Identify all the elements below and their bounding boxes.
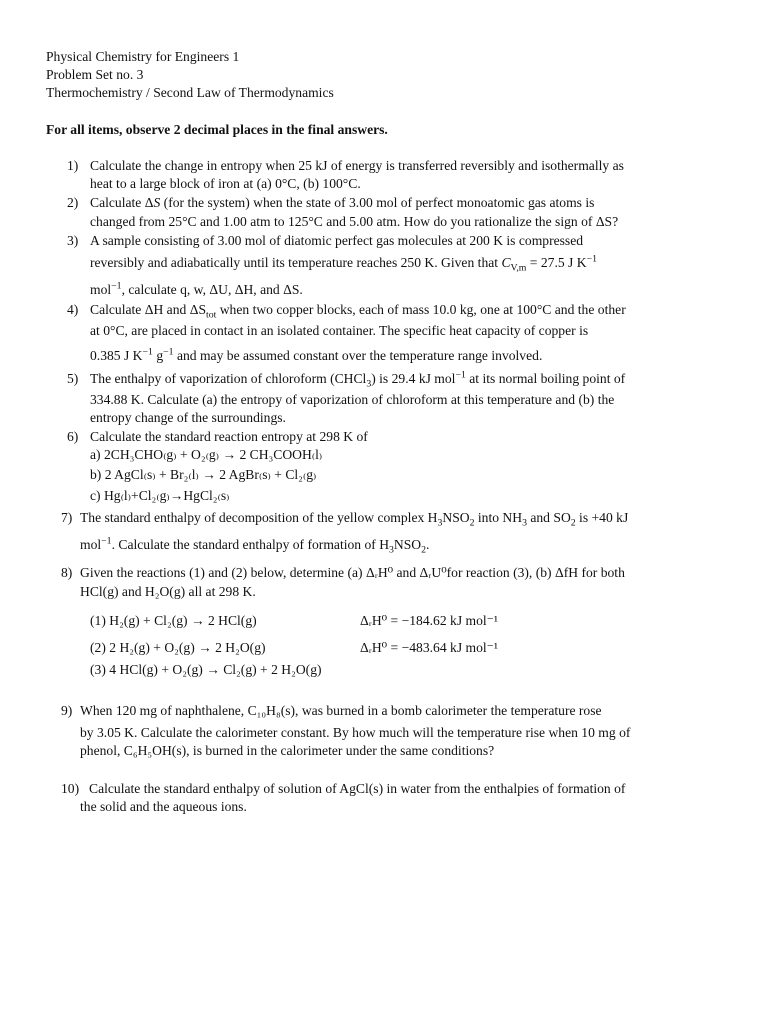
item-5-line-3: entropy change of the surroundings.	[90, 410, 286, 425]
item-6c: c) Hg₍l₎+Cl₂₍g₎→HgCl₂₍s₎	[90, 488, 230, 503]
text: .	[426, 537, 430, 552]
variable: S	[153, 195, 161, 210]
item-4-number: 4)	[67, 302, 79, 317]
subscript: 3	[522, 517, 527, 529]
text: into NH	[474, 510, 523, 525]
superscript: −1	[101, 535, 112, 547]
variable: C	[501, 255, 511, 270]
course-title: Physical Chemistry for Engineers 1	[46, 49, 240, 64]
item-4-line-2: at 0°C, are placed in contact in an isolated container. The specific heat capacity of copper is	[90, 323, 589, 338]
text: and may be assumed constant over the temperature range involved.	[173, 348, 543, 363]
item-10-line-1: Calculate the standard enthalpy of solution of AgCl(s) in water from the enthalpies of formation of	[89, 781, 626, 796]
item-2-line-2: changed from 25°C and 1.00 atm to 125°C and 5.00 atm. How do you rationalize the sign of ΔS?	[90, 214, 619, 229]
subscript: tot	[206, 309, 217, 321]
item-4-line-3	[90, 347, 542, 365]
item-10-line-2: the solid and the aqueous ions.	[80, 799, 247, 814]
subscript: V,	[510, 262, 519, 274]
problem-set-number: Problem Set no. 3	[46, 67, 144, 82]
text: and SO	[526, 510, 571, 525]
subscript: 2	[570, 517, 576, 529]
item-6-number: 6)	[67, 429, 79, 444]
text: = 27.5 J K	[526, 255, 587, 270]
item-7-number: 7)	[61, 510, 73, 525]
item-4-line-1	[90, 301, 626, 319]
item-7-line-1	[80, 509, 628, 527]
item-10-number: 10)	[61, 781, 80, 796]
item-1-line-1: Calculate the change in entropy when 25 kJ of energy is transferred reversibly and isothermally as	[90, 158, 624, 173]
text: mol	[80, 537, 102, 552]
item-3-line-2	[90, 254, 597, 272]
item-3-number: 3)	[67, 233, 79, 248]
subscript: m	[518, 262, 527, 274]
reaction-1-enthalpy: ΔᵣH⁰ = −184.62 kJ mol⁻¹	[360, 613, 498, 628]
item-6a: a) 2CH₃CHO₍g₎ + O₂₍g₎ → 2 CH₃COOH₍l₎	[90, 447, 323, 462]
text: ) is 29.4 kJ mol	[371, 371, 456, 386]
item-3-line-3	[90, 281, 303, 299]
item-7-line-2	[80, 536, 429, 554]
item-5-line-1	[90, 370, 625, 388]
item-1-number: 1)	[67, 158, 79, 173]
text: 0.385 J K	[90, 348, 143, 363]
text: Calculate ΔH and ΔS	[90, 302, 207, 317]
reaction-1: (1) H₂(g) + Cl₂(g) → 2 HCl(g)	[90, 613, 257, 628]
item-9-number: 9)	[61, 703, 73, 718]
item-8-line-2: HCl(g) and H₂O(g) all at 298 K.	[80, 584, 256, 599]
item-6b: b) 2 AgCl₍s₎ + Br₂₍l₎ → 2 AgBr₍s₎ + Cl₂₍g₎	[90, 467, 317, 482]
topic-title: Thermochemistry / Second Law of Thermodynamics	[46, 85, 334, 100]
text: The enthalpy of vaporization of chloroform (CHCl	[90, 371, 367, 386]
instruction: For all items, observe 2 decimal places in the final answers.	[46, 122, 388, 137]
item-3-line-1: A sample consisting of 3.00 mol of diatomic perfect gas molecules at 200 K is compressed	[90, 233, 584, 248]
superscript: −1	[455, 369, 466, 381]
superscript: −1	[142, 346, 153, 358]
subscript: 2	[421, 544, 427, 556]
text: NSO	[442, 510, 470, 525]
text: at its normal boiling point of	[465, 371, 626, 386]
item-2-line-1	[90, 194, 594, 212]
reaction-3: (3) 4 HCl(g) + O₂(g) → Cl₂(g) + 2 H₂O(g)	[90, 662, 322, 677]
reaction-2-enthalpy: ΔᵣH⁰ = −483.64 kJ mol⁻¹	[360, 640, 498, 655]
item-8-line-1: Given the reactions (1) and (2) below, determine (a) ΔᵣH⁰ and ΔᵣU⁰for reaction (3), (b) ΔfH for both	[80, 565, 625, 580]
subscript: 3	[366, 378, 372, 390]
item-5-number: 5)	[67, 371, 79, 386]
item-9-line-2: by 3.05 K. Calculate the calorimeter constant. By how much will the temperature rise when 10 mg of	[80, 725, 631, 740]
item-8-number: 8)	[61, 565, 73, 580]
superscript: −1	[163, 346, 174, 358]
text: Calculate Δ	[90, 195, 154, 210]
superscript: −1	[586, 253, 597, 265]
subscript: 3	[389, 544, 394, 556]
item-5-line-2: 334.88 K. Calculate (a) the entropy of vaporization of chloroform at this temperature and (b) the	[90, 392, 615, 407]
item-1-line-2: heat to a large block of iron at (a) 0°C, (b) 100°C.	[90, 176, 361, 191]
superscript: −1	[111, 280, 122, 292]
item-9-line-3: phenol, C₆H₅OH(s), is burned in the calorimeter under the same conditions?	[80, 743, 495, 758]
reaction-2: (2) 2 H₂(g) + O₂(g) → 2 H₂O(g)	[90, 640, 266, 655]
text: g	[152, 348, 164, 363]
text: reversibly and adiabatically until its temperature reaches 250 K. Given that	[90, 255, 502, 270]
text: (for the system) when the state of 3.00 mol of perfect monoatomic gas atoms is	[160, 195, 595, 210]
item-2-number: 2)	[67, 195, 79, 210]
text: mol	[90, 282, 112, 297]
text: NSO	[393, 537, 422, 552]
subscript: 3	[437, 517, 443, 529]
text: , calculate q, w, ΔU, ΔH, and ΔS.	[121, 282, 303, 297]
item-6-line-1: Calculate the standard reaction entropy at 298 K of	[90, 429, 368, 444]
text: The standard enthalpy of decomposition of the yellow complex H	[80, 510, 438, 525]
text: is +40 kJ	[575, 510, 629, 525]
subscript: 2	[469, 517, 475, 529]
text: . Calculate the standard enthalpy of formation of H	[111, 537, 390, 552]
item-9-line-1: When 120 mg of naphthalene, C₁₀H₈(s), was burned in a bomb calorimeter the temperature rose	[80, 703, 602, 718]
text: when two copper blocks, each of mass 10.0 kg, one at 100°C and the other	[216, 302, 626, 317]
